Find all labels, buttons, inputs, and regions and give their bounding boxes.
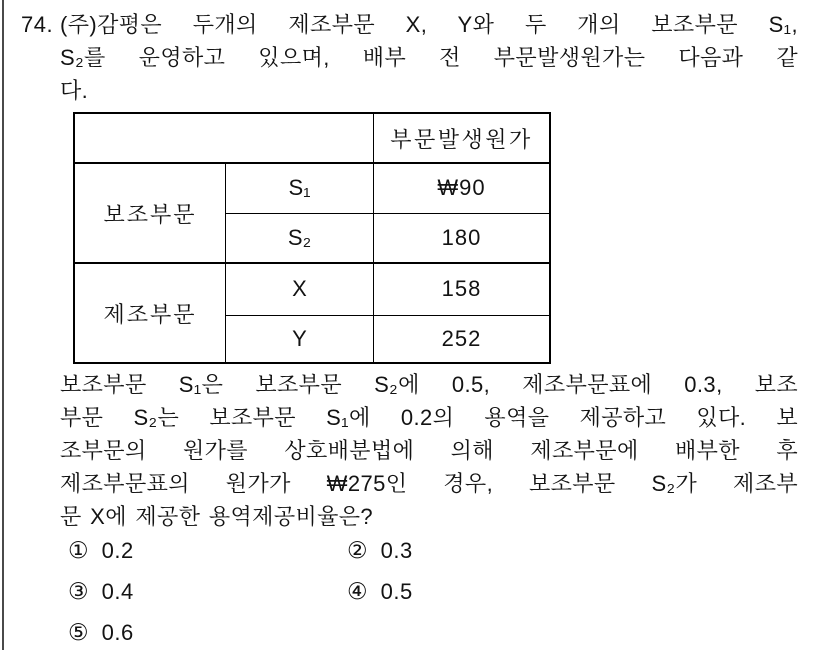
choice-item-3[interactable] [68, 579, 347, 604]
choice-item-4[interactable] [347, 579, 628, 604]
question-body-line: 제조부문표의 원가가 ₩275인 경우, 보조부문 S₂가 제조부 [60, 471, 798, 496]
question-body-line: 부문 S₂는 보조부문 S₁에 0.2의 용역을 제공하고 있다. 보 [60, 405, 798, 430]
choices-list [68, 538, 628, 645]
value-cell: 158 [374, 263, 551, 315]
table-header-row [74, 113, 550, 163]
choice-marker: ③ [68, 578, 89, 604]
choice-item-2[interactable] [347, 538, 628, 563]
question-intro-line: S₂를 운영하고 있으며, 배부 전 부문발생원가는 다음과 같 [60, 45, 798, 70]
question-intro [60, 8, 798, 107]
dept-cell: S₂ [226, 213, 374, 263]
question-body-line: 문 X에 제공한 용역제공비율은? [60, 504, 374, 529]
question-intro-line: 다. [60, 78, 89, 103]
choice-value: 0.5 [380, 579, 413, 604]
choice-marker: ① [68, 537, 89, 563]
question-intro-line: (주)감평은 두개의 제조부문 X, Y와 두 개의 보조부문 S₁, [60, 12, 798, 37]
choice-value: 0.2 [101, 538, 134, 563]
dept-cell: S₁ [226, 163, 374, 213]
group-name-cell: 제조부문 [74, 263, 226, 363]
choice-marker: ④ [347, 578, 368, 604]
choice-marker: ② [347, 537, 368, 563]
value-cell: 180 [374, 213, 551, 263]
choice-marker: ⑤ [68, 619, 89, 645]
table-value-header-cell: 부문발생원가 [374, 113, 551, 163]
dept-cell: X [226, 263, 374, 315]
cost-table [73, 112, 551, 364]
choice-item-1[interactable] [68, 538, 347, 563]
value-cell: 252 [374, 315, 551, 363]
choice-value: 0.6 [101, 620, 134, 645]
left-margin-rule [2, 0, 4, 650]
choice-value: 0.3 [380, 538, 413, 563]
table-empty-header-cell [74, 113, 374, 163]
group-name-cell: 보조부문 [74, 163, 226, 263]
question-body-line: 보조부문 S₁은 보조부문 S₂에 0.5, 제조부문표에 0.3, 보조 [60, 372, 798, 397]
choice-value: 0.4 [101, 579, 134, 604]
value-cell: ₩90 [374, 163, 551, 213]
question-body [60, 368, 798, 533]
question-number: 74. [21, 12, 54, 37]
table-row [74, 163, 550, 213]
choice-item-5[interactable] [68, 620, 347, 645]
table-row [74, 263, 550, 315]
question-body-line: 조부문의 원가를 상호배분법에 의해 제조부문에 배부한 후 [60, 438, 798, 463]
dept-cell: Y [226, 315, 374, 363]
